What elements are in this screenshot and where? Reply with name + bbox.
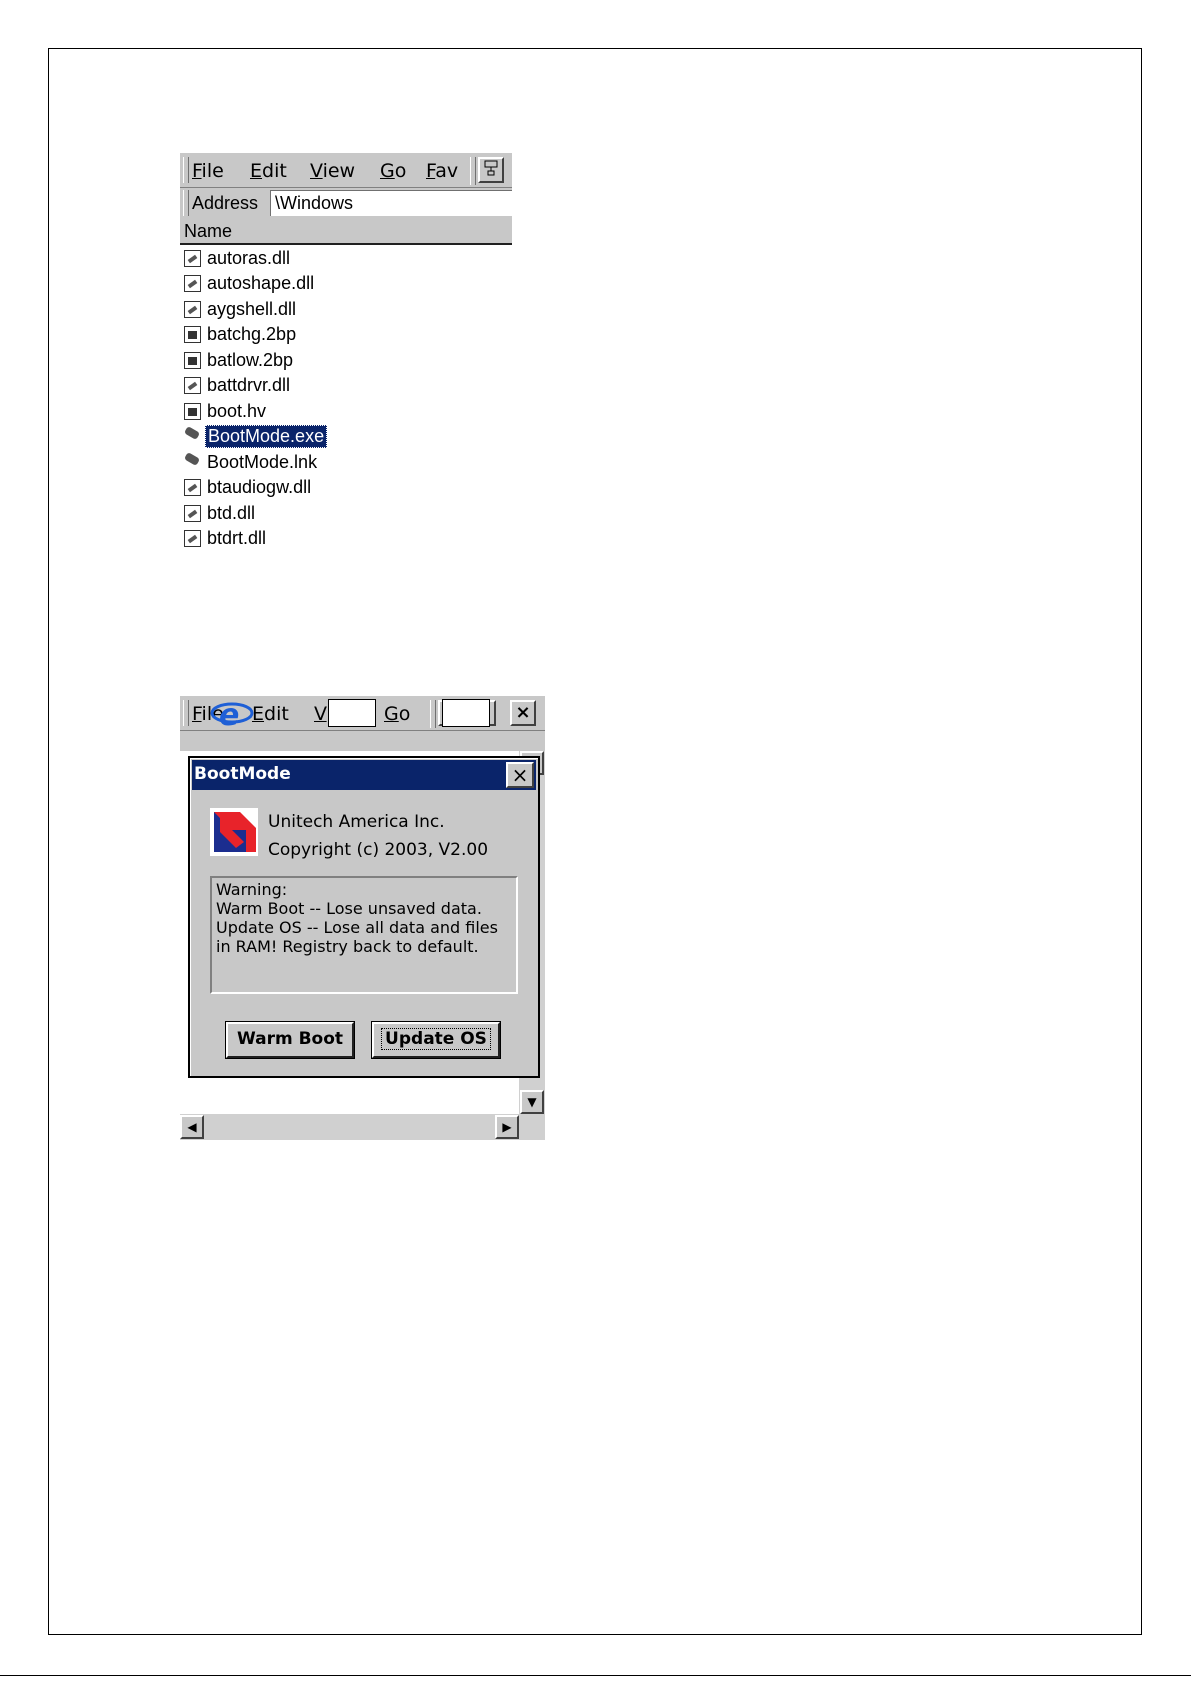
file-row[interactable] (184, 246, 292, 270)
address-label: Address (192, 193, 259, 213)
dll-file-icon (184, 505, 201, 522)
dialog-title: BootMode (194, 764, 291, 784)
update-os-button[interactable] (372, 1022, 500, 1058)
dll-file-icon (184, 275, 201, 292)
file-icon-placeholder[interactable] (442, 699, 490, 727)
warning-line: in RAM! Registry back to default. (216, 937, 479, 956)
dll-file-icon (184, 250, 201, 267)
file-name: boot.hv (207, 400, 267, 421)
menu-file[interactable]: File (192, 703, 224, 725)
file-name: autoshape.dll (207, 273, 315, 293)
file-name: BootMode.exe (205, 425, 327, 448)
address-input[interactable]: \Windows (270, 190, 512, 216)
menu-favorites[interactable]: Fav (426, 160, 459, 182)
company-name: Unitech America Inc. (268, 812, 445, 832)
file-row[interactable] (184, 527, 268, 551)
dll-file-icon (184, 479, 201, 496)
file-name: batlow.2bp (207, 349, 294, 370)
dialog-title-bar[interactable] (192, 760, 536, 790)
copyright-text: Copyright (c) 2003, V2.00 (268, 840, 489, 860)
arrow-left-icon: ◀ (187, 1120, 197, 1134)
file-row[interactable] (184, 425, 327, 449)
arrow-down-icon: ▼ (527, 1095, 537, 1109)
address-grip[interactable] (183, 190, 189, 216)
menu-edit[interactable]: Edit (252, 703, 289, 725)
menu-view[interactable]: View (310, 160, 356, 182)
file-row[interactable] (184, 272, 316, 296)
warm-boot-label: Warm Boot (236, 1029, 344, 1049)
menu-file[interactable]: File (192, 160, 224, 182)
column-header-label: Name (184, 221, 233, 241)
file-row[interactable] (184, 476, 313, 500)
svg-text:e: e (219, 698, 240, 731)
warm-boot-button[interactable] (226, 1022, 354, 1058)
file-explorer-screenshot (180, 153, 512, 568)
file-row[interactable] (184, 501, 257, 525)
update-os-label: Update OS (381, 1028, 491, 1050)
address-bar-background (180, 731, 545, 751)
file-row[interactable] (184, 374, 292, 398)
tools-button[interactable] (478, 157, 504, 183)
file-name: batchg.2bp (207, 324, 297, 344)
menu-go[interactable]: Go (380, 160, 407, 182)
file-row[interactable] (184, 297, 298, 321)
file-row[interactable] (184, 399, 268, 423)
warning-line: Update OS -- Lose all data and files (216, 918, 498, 937)
unitech-logo-icon (210, 808, 258, 856)
internet-explorer-icon (210, 696, 254, 731)
menu-go[interactable]: Go (384, 703, 411, 725)
name-column-header[interactable] (180, 219, 512, 245)
address-bar (180, 188, 512, 218)
warning-box (210, 876, 518, 994)
horizontal-scrollbar[interactable] (180, 1114, 519, 1140)
toolbar-separator (470, 157, 476, 185)
file-name: btd.dll (207, 502, 256, 523)
menu-view[interactable]: V (314, 703, 327, 725)
file-list (180, 245, 512, 568)
file-name: autoras.dll (207, 247, 291, 268)
file-name: aygshell.dll (207, 298, 297, 319)
file-row[interactable] (184, 450, 319, 474)
shortcut-file-icon (184, 454, 201, 471)
file-row[interactable] (184, 323, 298, 347)
dll-file-icon (184, 530, 201, 547)
menubar-grip[interactable] (183, 157, 189, 183)
file-name: BootMode.lnk (207, 451, 318, 472)
warning-line: Warm Boot -- Lose unsaved data. (216, 899, 482, 918)
close-button[interactable]: × (510, 700, 536, 726)
file-name: btdrt.dll (207, 528, 267, 548)
file-row[interactable] (184, 348, 295, 372)
menubar-grip[interactable] (183, 700, 189, 726)
dll-file-icon (184, 377, 201, 394)
file-icon-placeholder[interactable] (328, 699, 376, 727)
exe-file-icon (184, 428, 201, 445)
file-name: btaudiogw.dll (207, 477, 312, 497)
menu-edit[interactable]: Edit (250, 160, 287, 182)
bootmode-dialog-screenshot (180, 696, 545, 1140)
arrow-right-icon: ▶ (502, 1120, 512, 1134)
dll-file-icon (184, 301, 201, 318)
menu-bar (180, 153, 512, 188)
file-name: battdrvr.dll (207, 375, 291, 395)
scroll-left-button[interactable] (180, 1115, 204, 1139)
bootmode-dialog (188, 756, 540, 1078)
network-icon (482, 159, 500, 177)
warning-line: Warning: (216, 880, 288, 899)
scroll-down-button[interactable] (520, 1090, 544, 1114)
image-file-icon (184, 352, 201, 369)
image-file-icon (184, 403, 201, 420)
scroll-right-button[interactable] (495, 1115, 519, 1139)
toolbar-separator (430, 700, 436, 728)
bottom-rule (0, 1675, 1191, 1676)
dialog-close-button[interactable]: × (506, 762, 534, 788)
image-file-icon (184, 326, 201, 343)
